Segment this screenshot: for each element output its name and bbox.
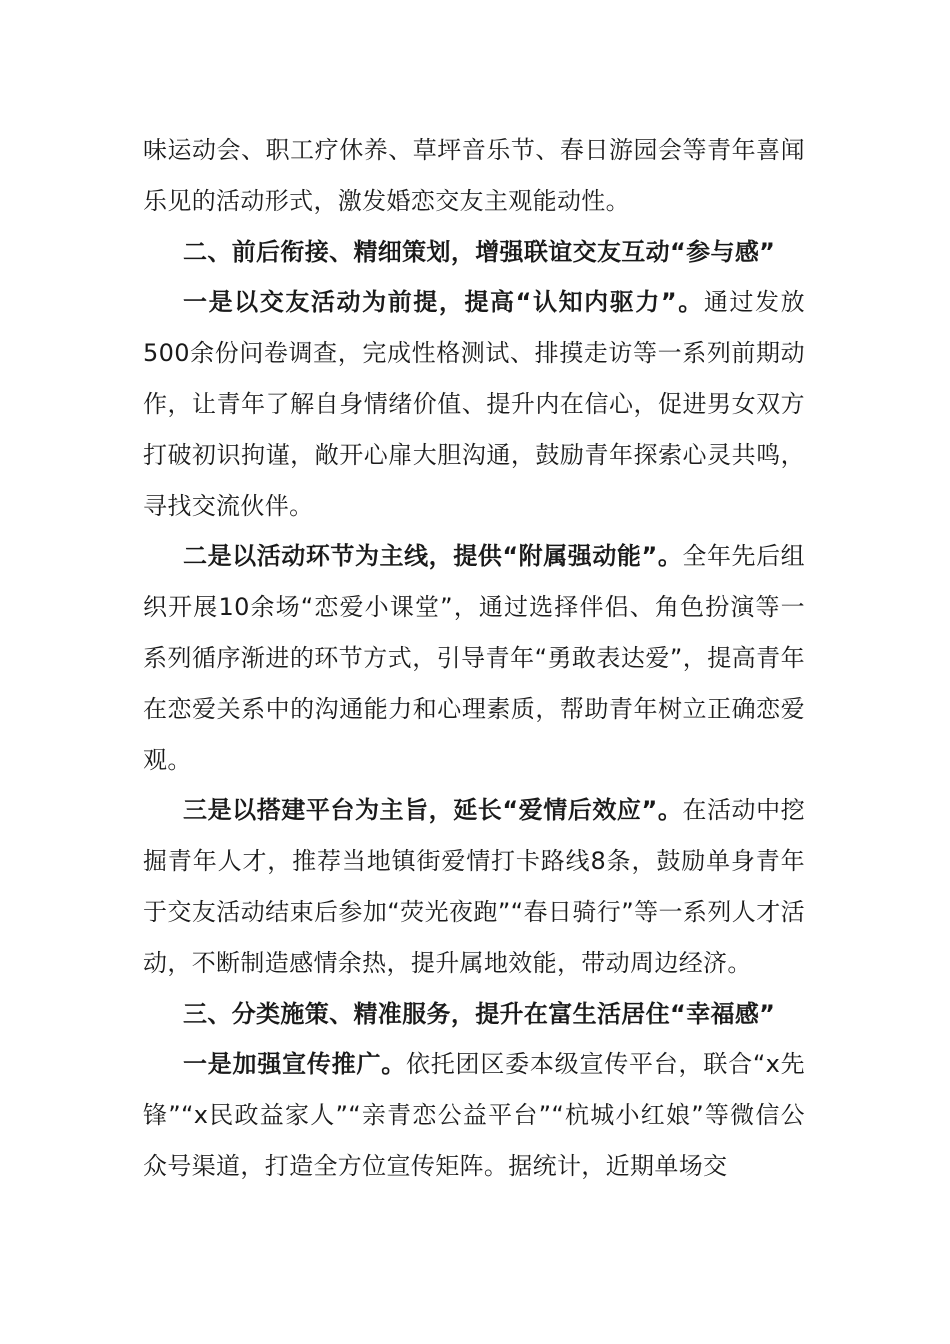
paragraph-text: 味运动会、职工疗休养、草坪音乐节、春日游园会等青年喜闻乐见的活动形式，激发婚恋交友主观能动性。 (143, 136, 805, 215)
paragraph-text: 在活动中挖掘青年人才，推荐当地镇街爱情打卡路线8条，鼓励单身青年于交友活动结束后参加“荧光夜跑”“春日骑行”等一系列人才活动，不断制造感情余热，提升属地效能，带动周边经济。 (143, 796, 805, 977)
paragraph-continuation (143, 125, 805, 227)
section-heading-text: 二、前后衔接、精细策划，增强联谊交友互动“参与感” (183, 237, 776, 266)
paragraph-text: 通过发放500余份问卷调查，完成性格测试、排摸走访等一系列前期动作，让青年了解自身情绪价值、提升内在信心，促进男女双方打破初识拘谨，敞开心扉大胆沟通，鼓励青年探索心灵共鸣，寻找交流伙伴。 (143, 288, 805, 520)
paragraph-text: 全年先后组织开展10余场“恋爱小课堂”，通过选择伴侣、角色扮演等一系列循序渐进的环节方式，引导青年“勇敢表达爱”，提高青年在恋爱关系中的沟通能力和心理素质，帮助青年树立正确恋爱观。 (143, 542, 805, 774)
paragraph-lead: 一是以交友活动为前提，提高“认知内驱力”。 (183, 288, 704, 317)
paragraph-point-2 (143, 531, 805, 785)
paragraph-point-4 (143, 1039, 805, 1191)
section-heading-2 (143, 227, 805, 278)
paragraph-text: 依托团区委本级宣传平台，联合“x先锋”“x民政益家人”“亲青恋公益平台”“杭城小红娘”等微信公众号渠道，打造全方位宣传矩阵。据统计，近期单场交 (143, 1050, 805, 1180)
paragraph-point-1 (143, 277, 805, 531)
section-heading-text: 三、分类施策、精准服务，提升在富生活居住“幸福感” (183, 999, 776, 1028)
paragraph-point-3 (143, 785, 805, 988)
paragraph-lead: 二是以活动环节为主线，提供“附属强动能”。 (183, 542, 683, 571)
document-body (143, 125, 805, 1192)
section-heading-3 (143, 989, 805, 1040)
paragraph-lead: 三是以搭建平台为主旨，延长“爱情后效应”。 (183, 796, 683, 825)
paragraph-lead: 一是加强宣传推广。 (183, 1050, 406, 1079)
